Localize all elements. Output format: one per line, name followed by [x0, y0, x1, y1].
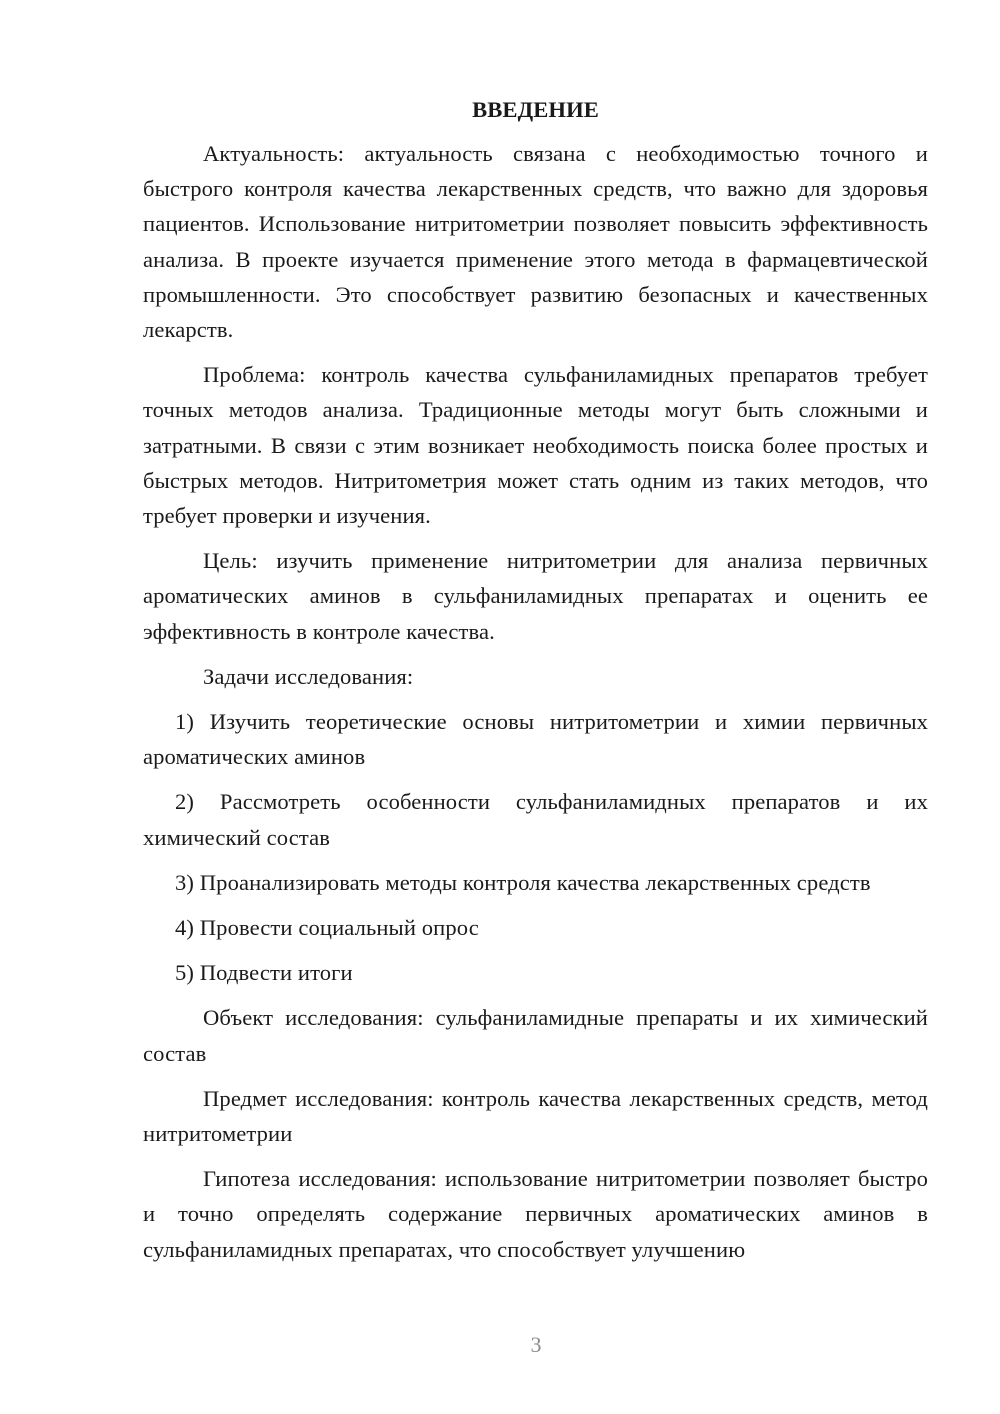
task-item-5: 5) Подвести итоги [175, 960, 353, 986]
page-content [143, 92, 928, 1277]
paragraph-hypothesis: Гипотеза исследования: использование нитритометрии позволяет быстро и точно определять содержание первичных ароматических аминов в сульфаниламидных препаратах, что способствует улучшению [143, 1166, 928, 1262]
task-item-4: 4) Провести социальный опрос [175, 915, 479, 941]
task-item-2: 2) Рассмотреть особенности сульфаниламидных препаратов и их химический состав [143, 789, 928, 850]
paragraph-goal: Цель: изучить применение нитритометрии для анализа первичных ароматических аминов в сульфаниламидных препаратах и оценить ее эффективность в контроле качества. [143, 548, 928, 644]
task-item-3: 3) Проанализировать методы контроля качества лекарственных средств [175, 869, 871, 895]
paragraph-tasks-heading: Задачи исследования: [203, 663, 414, 689]
paragraph-object: Объект исследования: сульфаниламидные препараты и их химический состав [143, 1005, 928, 1066]
page-number: 3 [530, 1332, 542, 1357]
section-heading: ВВЕДЕНИЕ [472, 97, 599, 122]
paragraph-problem: Проблема: контроль качества сульфаниламидных препаратов требует точных методов анализа. Традиционные методы могут быть сложными и затратными. В связи с этим возникает необходимость поиска более простых и быстрых методов. Нитритометрия может стать одним из таких методов, что требует проверки и изучения. [143, 362, 928, 529]
task-item-1: 1) Изучить теоретические основы нитритометрии и химии первичных ароматических аминов [143, 709, 928, 770]
paragraph-subject: Предмет исследования: контроль качества лекарственных средств, метод нитритометрии [143, 1085, 928, 1147]
paragraph-relevance: Актуальность: актуальность связана с необходимостью точного и быстрого контроля качества лекарственных средств, что важно для здоровья пациентов. Использование нитритометрии позволяет повысить эффективность анализа. В проекте изучается применение этого метода в фармацевтической промышленности. Это способствует развитию безопасных и качественных лекарств. [143, 141, 928, 343]
